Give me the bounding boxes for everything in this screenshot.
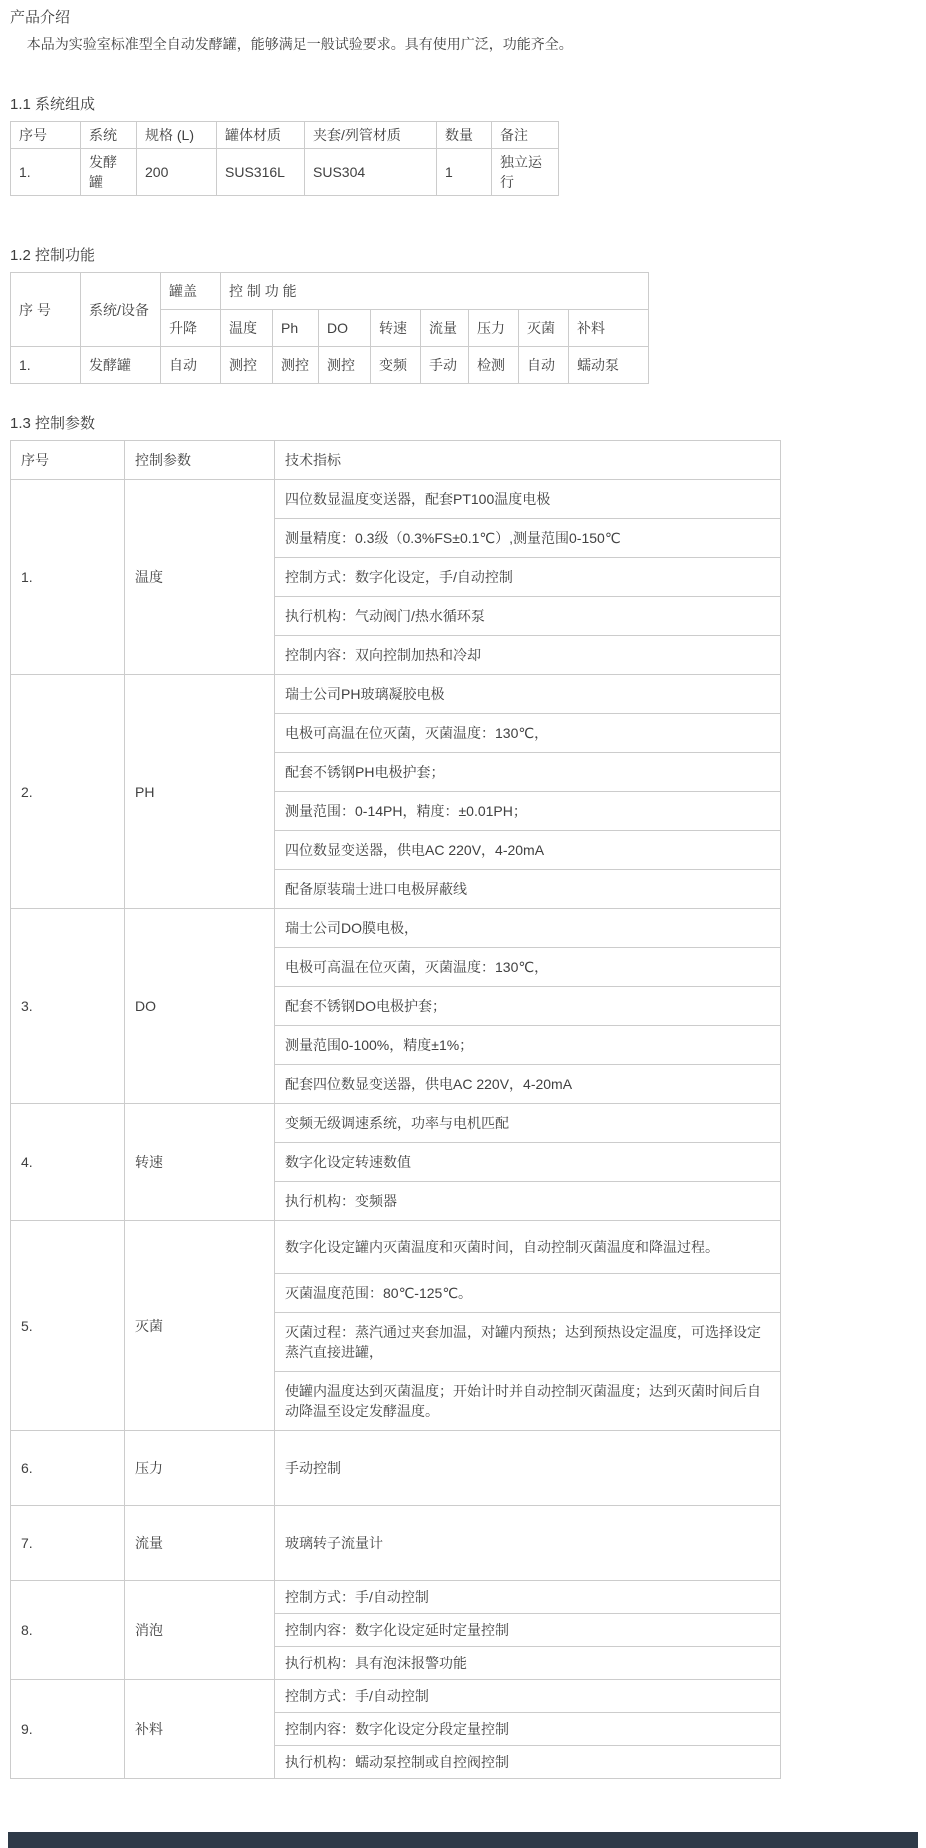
column-header: 灭菌 [519,310,569,347]
param-group [11,675,781,909]
intro-paragraph: 本品为实验室标准型全自动发酵罐，能够满足一般试验要求。具有使用广泛，功能齐全。 [26,36,573,52]
spec-cell: 四位数显变送器，供电AC 220V，4-20mA [275,831,781,870]
table-header [11,273,649,347]
section-1-2-heading: 1.2 控制功能 [10,247,96,264]
table-cell: 发酵罐 [81,149,137,196]
column-header: 备注 [492,122,559,149]
table-cell: SUS316L [217,149,305,196]
spec-cell: 控制方式：手/自动控制 [275,1680,781,1713]
spec-cell: 执行机构：变频器 [275,1182,781,1221]
param-group [11,1680,781,1779]
param-group [11,909,781,1104]
table-body [11,347,649,384]
control-function-table [10,272,649,384]
column-header: 数量 [437,122,492,149]
spec-cell: 控制内容：双向控制加热和冷却 [275,636,781,675]
table-cell: 手动 [421,347,469,384]
column-header: 升降 [161,310,221,347]
col-header-device: 系统/设备 [81,273,161,347]
system-composition-table [10,121,559,196]
column-header: 系统 [81,122,137,149]
column-header: Ph [273,310,319,347]
table-cell: 检测 [469,347,519,384]
spec-cell: 灭菌温度范围：80℃-125℃。 [275,1274,781,1313]
table-cell: 测控 [273,347,319,384]
column-header: 转速 [371,310,421,347]
param-number: 4. [11,1104,125,1221]
spec-cell: 配备原装瑞士进口电极屏蔽线 [275,870,781,909]
page-title: 产品介绍 [10,9,71,26]
header-row [11,273,649,310]
column-header: 压力 [469,310,519,347]
param-group [11,1221,781,1431]
param-number: 5. [11,1221,125,1431]
table-cell: 发酵罐 [81,347,161,384]
spec-cell: 控制内容：数字化设定分段定量控制 [275,1713,781,1746]
param-name: 转速 [125,1104,275,1221]
param-number: 1. [11,480,125,675]
column-header: 规格 (L) [137,122,217,149]
column-header: 夹套/列管材质 [305,122,437,149]
header-row [11,441,781,480]
param-group [11,1104,781,1221]
col-header-serial: 序 号 [11,273,81,347]
table-row [11,1581,781,1614]
spec-cell: 控制内容：数字化设定延时定量控制 [275,1614,781,1647]
spec-cell: 四位数显温度变送器，配套PT100温度电极 [275,480,781,519]
table-row [11,1221,781,1274]
spec-cell: 手动控制 [275,1431,781,1506]
param-group [11,1431,781,1506]
param-name: PH [125,675,275,909]
table-row [11,909,781,948]
param-number: 7. [11,1506,125,1581]
column-header: 序号 [11,441,125,480]
param-name: DO [125,909,275,1104]
spec-cell: 瑞士公司PH玻璃凝胶电极 [275,675,781,714]
section-1-1-heading: 1.1 系统组成 [10,96,96,113]
column-header: 罐体材质 [217,122,305,149]
param-group [11,480,781,675]
table-row [11,1506,781,1581]
spec-cell: 控制方式：手/自动控制 [275,1581,781,1614]
table-cell: 自动 [519,347,569,384]
spec-cell: 使罐内温度达到灭菌温度；开始计时并自动控制灭菌温度；达到灭菌时间后自动降温至设定发酵温度。 [275,1372,781,1431]
spec-cell: 数字化设定转速数值 [275,1143,781,1182]
spec-cell: 数字化设定罐内灭菌温度和灭菌时间，自动控制灭菌温度和降温过程。 [275,1221,781,1274]
param-name: 灭菌 [125,1221,275,1431]
spec-cell: 配套不锈钢PH电极护套； [275,753,781,792]
param-name: 补料 [125,1680,275,1779]
header-row [11,122,559,149]
param-name: 流量 [125,1506,275,1581]
table-cell: 测控 [221,347,273,384]
param-number: 2. [11,675,125,909]
control-parameter-table [10,440,781,1779]
spec-cell: 执行机构：具有泡沫报警功能 [275,1647,781,1680]
table-cell: 1. [11,149,81,196]
column-header: 序号 [11,122,81,149]
table-cell: 变频 [371,347,421,384]
param-name: 压力 [125,1431,275,1506]
col-header-tank-lid: 罐盖 [161,273,221,310]
column-header: 流量 [421,310,469,347]
param-number: 3. [11,909,125,1104]
column-header: 补料 [569,310,649,347]
spec-cell: 配套不锈钢DO电极护套； [275,987,781,1026]
table-header [11,441,781,480]
column-header: DO [319,310,371,347]
footer-bar [8,1832,918,1848]
table-row [11,149,559,196]
param-name: 消泡 [125,1581,275,1680]
spec-cell: 配套四位数显变送器，供电AC 220V，4-20mA [275,1065,781,1104]
table-header [11,122,559,149]
table-cell: 1 [437,149,492,196]
table-cell: 测控 [319,347,371,384]
column-header: 技术指标 [275,441,781,480]
param-number: 6. [11,1431,125,1506]
table-cell: 蠕动泵 [569,347,649,384]
param-group [11,1581,781,1680]
column-header: 温度 [221,310,273,347]
spec-cell: 变频无级调速系统，功率与电机匹配 [275,1104,781,1143]
spec-cell: 测量范围：0-14PH，精度：±0.01PH； [275,792,781,831]
spec-cell: 执行机构：蠕动泵控制或自控阀控制 [275,1746,781,1779]
param-name: 温度 [125,480,275,675]
param-number: 9. [11,1680,125,1779]
table-body [11,149,559,196]
table-row [11,347,649,384]
table-row [11,1680,781,1713]
param-number: 8. [11,1581,125,1680]
spec-cell: 瑞士公司DO膜电极， [275,909,781,948]
table-cell: 独立运行 [492,149,559,196]
table-row [11,675,781,714]
table-row [11,480,781,519]
param-group [11,1506,781,1581]
table-cell: 200 [137,149,217,196]
spec-cell: 电极可高温在位灭菌，灭菌温度：130℃， [275,948,781,987]
table-row [11,1431,781,1506]
spec-cell: 测量范围0-100%，精度±1%； [275,1026,781,1065]
table-row [11,1104,781,1143]
spec-cell: 控制方式：数字化设定，手/自动控制 [275,558,781,597]
section-1-3-heading: 1.3 控制参数 [10,415,96,432]
table-cell: 1. [11,347,81,384]
spec-cell: 执行机构：气动阀门/热水循环泵 [275,597,781,636]
column-header: 控制参数 [125,441,275,480]
col-header-control-functions: 控 制 功 能 [221,273,649,310]
table-cell: SUS304 [305,149,437,196]
table-cell: 自动 [161,347,221,384]
spec-cell: 玻璃转子流量计 [275,1506,781,1581]
spec-cell: 灭菌过程：蒸汽通过夹套加温，对罐内预热；达到预热设定温度，可选择设定蒸汽直接进罐， [275,1313,781,1372]
spec-cell: 测量精度：0.3级（0.3%FS±0.1℃）,测量范围0-150℃ [275,519,781,558]
spec-cell: 电极可高温在位灭菌，灭菌温度：130℃， [275,714,781,753]
